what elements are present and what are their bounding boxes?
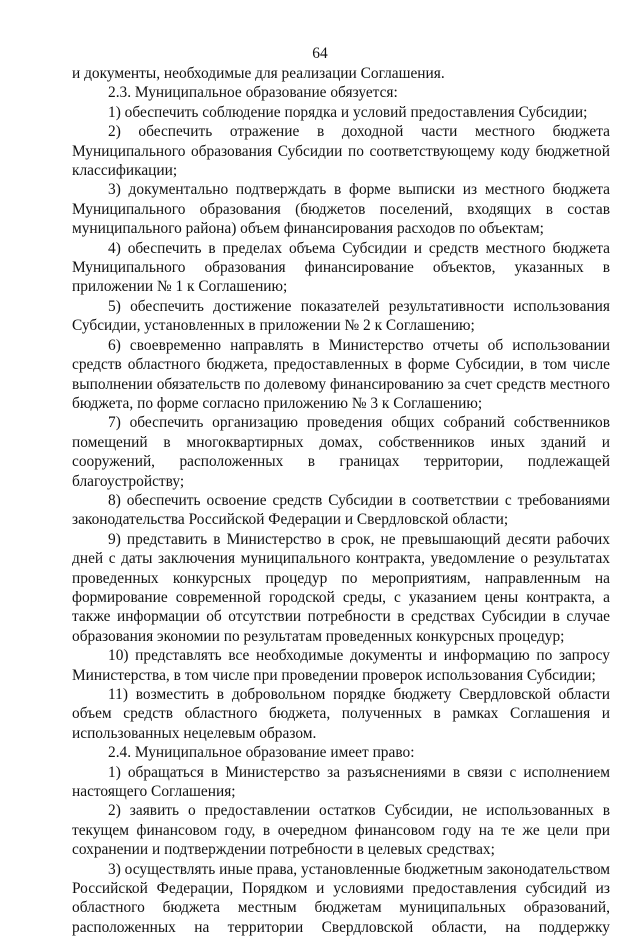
paragraph: 6) своевременно направлять в Министерство отчеты об использовании средств областного бюджета, предоставленных в форме Субсидии, в том числе выполнении обязательств по долевому финансированию за счет средств местного бюджета, по форме согласно приложению № 3 к Соглашению;: [72, 336, 610, 412]
paragraph: 2.4. Муниципальное образование имеет право:: [108, 744, 415, 762]
paragraph: 3) осуществлять иные права, установленные бюджетным законодательством Российской Федерации, Порядком и условиями предоставления субсидий из областного бюджета местным бюджетам муниципальных образований, расположенных на территории Свердловской области, на поддержку: [72, 860, 610, 936]
paragraph: 2) заявить о предоставлении остатков Субсидии, не использованных в текущем финансовом году, в очередном финансовом году на те же цели при сохранении и подтверждении потребности в целевых средствах;: [72, 802, 610, 859]
paragraph: 1) обеспечить соблюдение порядка и условий предоставления Субсидии;: [108, 103, 588, 121]
page-number: 64: [312, 45, 328, 62]
paragraph: 11) возместить в добровольном порядке бюджету Свердловской области объем средств областного бюджета, полученных в рамках Соглашения и использованных нецелевым образом.: [72, 686, 610, 742]
paragraph: 8) обеспечить освоение средств Субсидии в соответствии с требованиями законодательства Российской Федерации и Свердловской области;: [72, 491, 610, 529]
paragraph: и документы, необходимые для реализации Соглашения.: [72, 65, 445, 82]
paragraph: 1) обращаться в Министерство за разъяснениями в связи с исполнением настоящего Соглашения;: [72, 763, 610, 801]
paragraph: 7) обеспечить организацию проведения общих собраний собственников помещений в многоквартирных домах, собственников иных зданий и сооружений, расположенных в границах территории, подлежащей благоустройству;: [72, 414, 610, 490]
document-body: [72, 64, 610, 937]
paragraph: 9) представить в Министерство в срок, не превышающий десяти рабочих дней с даты заключения муниципального контракта, уведомление о результатах проведенных конкурсных процедур по мероприятиям, направленным на формирование современной городской среды, с указанием цены контракта, а также информации об отсутствии потребности в средствах Субсидии в случае образования экономии по результатам проведенных конкурсных процедур;: [72, 530, 610, 645]
paragraph: 10) представлять все необходимые документы и информацию по запросу Министерства, в том числе при проведении проверок использования Субсидии;: [72, 647, 610, 684]
paragraph: 2) обеспечить отражение в доходной части местного бюджета Муниципального образования Субсидии по соответствующему коду бюджетной классификации;: [72, 123, 610, 180]
paragraph: 5) обеспечить достижение показателей результативности использования Субсидии, установленных в приложении № 2 к Соглашению;: [72, 297, 610, 335]
paragraph: 3) документально подтверждать в форме выписки из местного бюджета Муниципального образования (бюджетов поселений, входящих в состав муниципального района) объем финансирования расходов по объектам;: [72, 181, 610, 238]
paragraph: 4) обеспечить в пределах объема Субсидии и средств местного бюджета Муниципального образования финансирование объектов, указанных в приложении № 1 к Соглашению;: [72, 239, 610, 296]
paragraph: 2.3. Муниципальное образование обязуется:: [108, 84, 398, 102]
